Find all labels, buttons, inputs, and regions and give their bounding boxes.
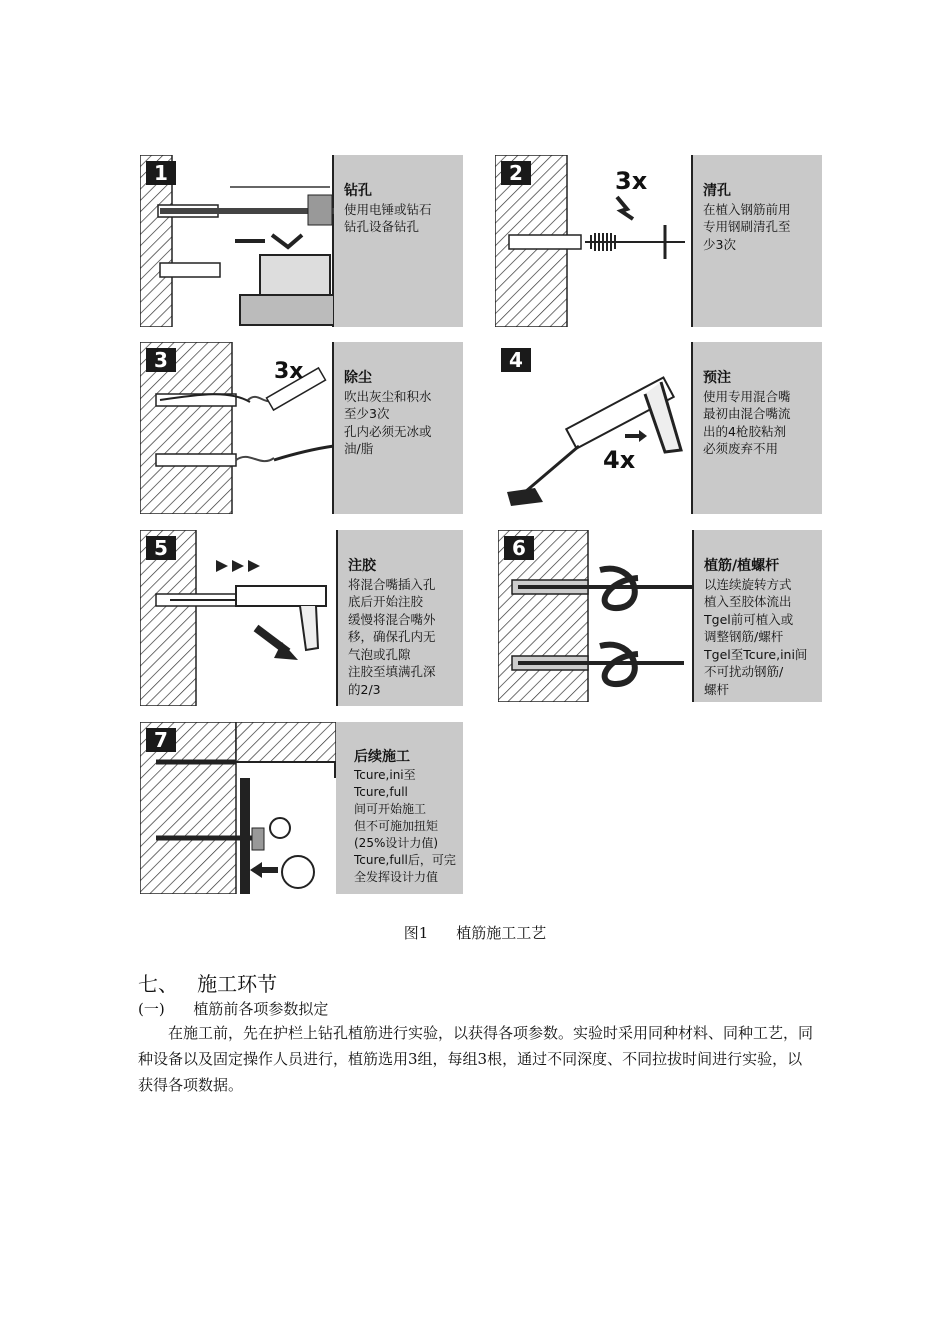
step-text-7 xyxy=(354,730,463,886)
step-title: 注胶 xyxy=(348,557,376,574)
step-panel-3 xyxy=(140,342,463,514)
step-panel-7 xyxy=(140,722,463,894)
step-number: 5 xyxy=(146,536,176,560)
step-text-2 xyxy=(703,163,791,253)
repeat-count-label: 4x xyxy=(603,446,636,474)
figure-label: 图1 xyxy=(403,924,429,942)
step-title: 清孔 xyxy=(703,182,731,199)
step-number: 1 xyxy=(146,161,176,185)
step-panel-5 xyxy=(140,530,463,706)
step-body: 使用专用混合嘴 最初由混合嘴流 出的4枪胶粘剂 必须废弃不用 xyxy=(703,388,791,456)
step-number: 6 xyxy=(504,536,534,560)
step-body: Tcure,ini至Tcure,full 间可开始施工 但不可施加扭矩 (25%设计力值) Tcure,full后，可完 全发挥设计力值 xyxy=(354,768,456,884)
step-number: 7 xyxy=(146,728,176,752)
step-number: 3 xyxy=(146,348,176,372)
step-title: 除尘 xyxy=(344,369,372,386)
step-panel-1 xyxy=(140,155,463,327)
step-panel-4 xyxy=(495,342,822,514)
figure-caption xyxy=(0,922,950,943)
step-text-3 xyxy=(344,350,432,458)
step-number: 2 xyxy=(501,161,531,185)
step-number: 4 xyxy=(501,348,531,372)
step-text-1 xyxy=(344,163,432,236)
figure-title: 植筋施工工艺 xyxy=(456,924,547,942)
step-text-4 xyxy=(703,350,791,458)
step-panel-2 xyxy=(495,155,822,327)
repeat-count-label: 3x xyxy=(274,359,304,384)
step-title: 预注 xyxy=(703,369,731,386)
step-body: 在植入钢筋前用 专用钢刷清孔至 少3次 xyxy=(703,201,791,252)
step-body: 将混合嘴插入孔 底后开始注胶 缓慢将混合嘴外 移，确保孔内无 气泡或孔隙 注胶至填满孔深 的2/3 xyxy=(348,576,436,697)
step-body: 使用电锤或钻石 钻孔设备钻孔 xyxy=(344,201,432,234)
section-subheading: (一) 植筋前各项参数拟定 xyxy=(138,1000,329,1018)
step-title: 钻孔 xyxy=(344,182,372,199)
step-title: 植筋/植螺杆 xyxy=(704,557,780,574)
step-title: 后续施工 xyxy=(354,749,410,765)
step-text-5 xyxy=(348,538,436,698)
step-body: 吹出灰尘和积水 至少3次 孔内必须无冰或 油/脂 xyxy=(344,388,432,456)
step-body: 以连续旋转方式 植入至胶体流出 Tgel前可植入或 调整钢筋/螺杆 Tgel至Tcure,ini间 不可扰动钢筋/ 螺杆 xyxy=(704,576,808,697)
section-heading: 七、 施工环节 xyxy=(138,972,278,996)
step-panel-6 xyxy=(498,530,822,702)
body-paragraph: 在施工前，先在护栏上钻孔植筋进行实验，以获得各项参数。实验时采用同种材料、同种工艺，同种设备以及固定操作人员进行，植筋选用3组，每组3根，通过不同深度、不同拉拔时间进行实验，以获得各项数据。 xyxy=(138,1024,814,1094)
step-text-6 xyxy=(704,538,807,698)
repeat-count-label: 3x xyxy=(615,167,648,195)
